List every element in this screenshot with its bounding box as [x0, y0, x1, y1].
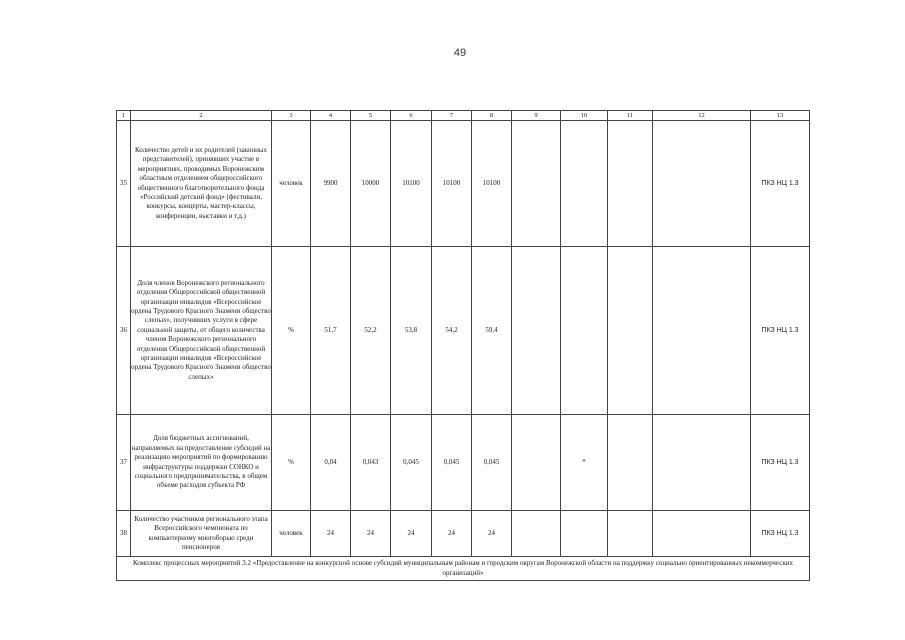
reference-cell: ПКЗ НЦ 1.3: [751, 511, 810, 557]
value-cell: [608, 247, 653, 415]
table-row: [117, 121, 810, 247]
header-cell: 12: [653, 111, 751, 121]
header-cell: 8: [472, 111, 512, 121]
reference-cell: ПКЗ НЦ 1.3: [751, 121, 810, 247]
header-cell: 2: [131, 111, 272, 121]
value-cell: 24: [311, 511, 351, 557]
value-cell: [653, 121, 751, 247]
value-cell: [512, 247, 561, 415]
reference-cell: ПКЗ НЦ 1.3: [751, 247, 810, 415]
unit-cell: человек: [272, 121, 311, 247]
page-number: 49: [453, 47, 467, 59]
header-cell: 1: [117, 111, 131, 121]
value-cell: 53,8: [391, 247, 432, 415]
header-cell: 5: [351, 111, 391, 121]
value-cell: 9900: [311, 121, 351, 247]
section-row: [117, 557, 810, 581]
value-cell: [561, 511, 608, 557]
value-cell: 10100: [432, 121, 472, 247]
row-number: 37: [117, 415, 131, 511]
header-cell: 11: [608, 111, 653, 121]
header-cell: 4: [311, 111, 351, 121]
value-cell: [512, 121, 561, 247]
value-cell: 0,043: [351, 415, 391, 511]
value-cell: *: [561, 415, 608, 511]
value-cell: 0,045: [472, 415, 512, 511]
value-cell: 52,2: [351, 247, 391, 415]
section-title: Комплекс процессных мероприятий 3.2 «Предоставление на конкурсной основе субсидий муниципальным районам и городским округам Воронежской области на поддержку социально ориентированных некоммерческих организаций»: [117, 557, 810, 581]
value-cell: [608, 415, 653, 511]
value-cell: 10100: [391, 121, 432, 247]
value-cell: [512, 415, 561, 511]
reference-cell: ПКЗ НЦ 1.3: [751, 415, 810, 511]
header-cell: 7: [432, 111, 472, 121]
unit-cell: %: [272, 247, 311, 415]
value-cell: [561, 247, 608, 415]
value-cell: [608, 511, 653, 557]
value-cell: 59,4: [472, 247, 512, 415]
indicator-name: Доля бюджетных ассигнований, направляемых на предоставление субсидий на реализацию мероприятий по формированию инфраструктуры поддержки СОНКО и социального предпринимательства, в общем объеме расходов субъекта РФ: [131, 415, 272, 511]
row-number: 38: [117, 511, 131, 557]
value-cell: 0,04: [311, 415, 351, 511]
value-cell: 10000: [351, 121, 391, 247]
unit-cell: человек: [272, 511, 311, 557]
header-cell: 3: [272, 111, 311, 121]
header-cell: 13: [751, 111, 810, 121]
value-cell: [653, 415, 751, 511]
value-cell: 10100: [472, 121, 512, 247]
value-cell: 51,7: [311, 247, 351, 415]
value-cell: [653, 511, 751, 557]
value-cell: 24: [351, 511, 391, 557]
value-cell: 24: [391, 511, 432, 557]
header-cell: 9: [512, 111, 561, 121]
indicator-name: Количество детей и их родителей (законных представителей), принявших участие в мероприятиях, проводимых Воронежским областным отделением общероссийского общественного благотворительного фонда «Российский детский фонд» (фестивали, конкурсы, концерты, мастер-классы, конференции, выставки и т.д.): [131, 121, 272, 247]
table-row: [117, 247, 810, 415]
indicator-name: Количество участников регионального этапа Всероссийского чемпионата по компьютерному многоборью среди пенсионеров: [131, 511, 272, 557]
header-cell: 6: [391, 111, 432, 121]
indicator-name: Доля членов Воронежского регионального отделения Общероссийской общественной организации инвалидов «Всероссийское ордена Трудового Красного Знамени общество слепых», получивших услуги в сфере социальной защиты, от общего количества членов Воронежского регионального отделения Общероссийской общественной организации инвалидов «Всероссийское ордена Трудового Красного Знамени общество слепых»: [131, 247, 272, 415]
value-cell: [653, 247, 751, 415]
value-cell: [512, 511, 561, 557]
value-cell: [608, 121, 653, 247]
row-number: 35: [117, 121, 131, 247]
value-cell: [561, 121, 608, 247]
header-row: [117, 111, 810, 121]
row-number: 36: [117, 247, 131, 415]
table-row: [117, 511, 810, 557]
value-cell: 24: [472, 511, 512, 557]
indicators-table: [116, 110, 810, 581]
header-cell: 10: [561, 111, 608, 121]
unit-cell: %: [272, 415, 311, 511]
value-cell: 0,045: [391, 415, 432, 511]
value-cell: 24: [432, 511, 472, 557]
value-cell: 54,2: [432, 247, 472, 415]
value-cell: 0,045: [432, 415, 472, 511]
table-row: [117, 415, 810, 511]
